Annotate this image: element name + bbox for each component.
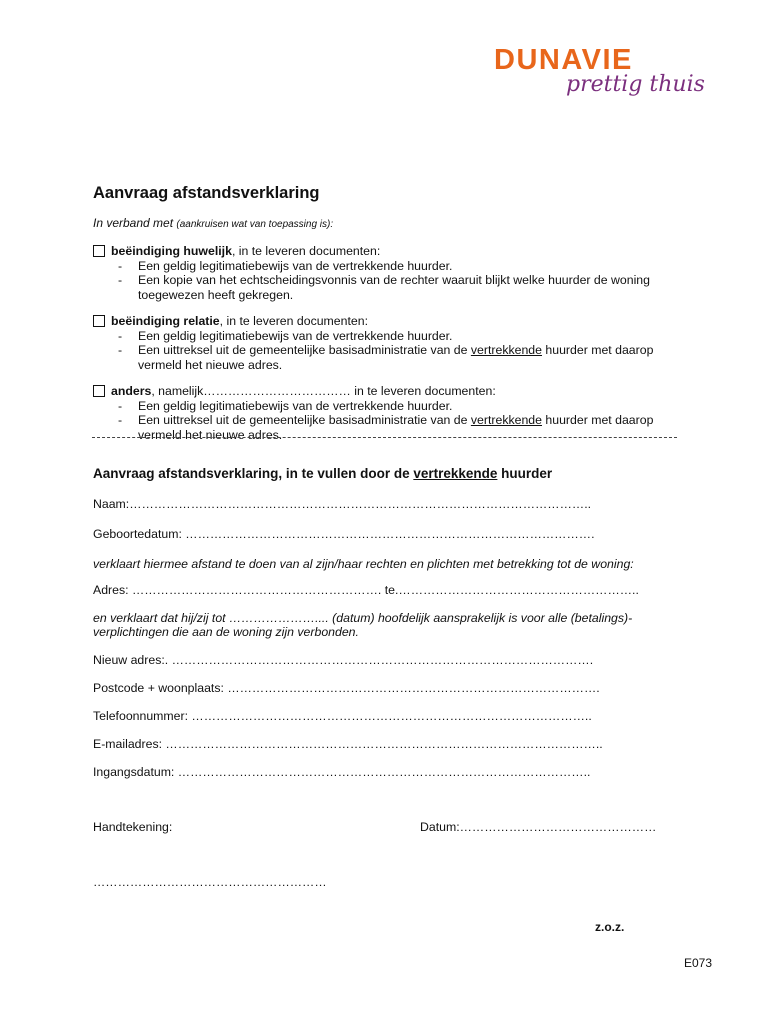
checkbox-anders[interactable] [93, 385, 105, 397]
form-code: E073 [684, 956, 713, 970]
nieuw-adres-field[interactable]: Nieuw adres:. …………………………………………………………………………………………. [93, 653, 594, 667]
verklaart-datum-text[interactable]: en verklaart dat hij/zij tot ………………….... (datum) hoofdelijk aansprakelijk is voor alle (betalings)- [93, 611, 633, 625]
email-field[interactable]: E-mailadres: …………………………………………………………………………………………….. [93, 737, 603, 751]
postcode-field[interactable]: Postcode + woonplaats: ………………………………………………………………………………. [93, 681, 600, 695]
divider [92, 437, 677, 438]
ingangsdatum-field[interactable]: Ingangsdatum: ……………………………………………………………………………………….. [93, 765, 591, 779]
geboortedatum-field[interactable]: Geboortedatum: ………………………………………………………………………………………. [93, 527, 595, 541]
datum-field[interactable]: Datum:………………………………………… [420, 820, 657, 834]
page-title: Aanvraag afstandsverklaring [93, 184, 320, 202]
adres-field[interactable]: Adres: ……………………………………………………. te.………………………………………………….. [93, 583, 639, 597]
section-title: Aanvraag afstandsverklaring, in te vullen door de vertrekkende huurder [93, 466, 553, 481]
option-rest: , in te leveren documenten: [219, 314, 368, 328]
telefoon-field[interactable]: Telefoonnummer: …………………………………………………………………………………….. [93, 709, 592, 723]
list-item-text: Een geldig legitimatiebewijs van de vertrekkende huurder. [138, 328, 453, 343]
list-item: - Een uittreksel uit de gemeentelijke basisadministratie van de vertrekkende huurder met daarop vermeld het nieuwe adres. [118, 413, 654, 442]
list-item: - Een uittreksel uit de gemeentelijke basisadministratie van de vertrekkende huurder met daarop vermeld het nieuwe adres. [118, 343, 654, 372]
option-huwelijk [93, 244, 678, 302]
logo-wordmark: DUNAVIE [494, 44, 633, 76]
zoz-note: z.o.z. [595, 920, 625, 934]
intro-main: In verband met [93, 216, 174, 230]
option-title: beëindiging relatie [111, 314, 220, 328]
list-item-text: Een uittreksel uit de gemeentelijke basisadministratie van de vertrekkende huurder met daarop vermeld het nieuwe adres. [138, 343, 654, 372]
list-item: - Een geldig legitimatiebewijs van de vertrekkende huurder. [118, 328, 453, 343]
logo-tagline: prettig thuis [566, 72, 705, 97]
signature-line[interactable]: ………………………………………………… [93, 875, 327, 889]
list-item: - Een geldig legitimatiebewijs van de vertrekkende huurder. [118, 258, 453, 273]
list-item-text: Een kopie van het echtscheidingsvonnis van de rechter waaruit blijkt welke huurder de woning toegewezen heeft gekregen. [138, 273, 650, 302]
list-item: - Een kopie van het echtscheidingsvonnis van de rechter waaruit blijkt welke huurder de woning toegewezen heeft gekregen. [118, 273, 650, 302]
checkbox-relatie[interactable] [93, 315, 105, 327]
option-rest: , namelijk……………………………… in te leveren documenten: [151, 384, 496, 398]
intro-hint: (aankruisen wat van toepassing is): [176, 219, 334, 230]
intro-text [93, 216, 333, 230]
handtekening-label: Handtekening: [93, 820, 173, 834]
verklaart-text: verklaart hiermee afstand te doen van al zijn/haar rechten en plichten met betrekking tot de woning: [93, 557, 634, 571]
list-item-text: Een geldig legitimatiebewijs van de vertrekkende huurder. [138, 258, 453, 273]
list-item-text: Een geldig legitimatiebewijs van de vertrekkende huurder. [138, 398, 453, 413]
option-title: anders [111, 384, 152, 398]
checkbox-huwelijk[interactable] [93, 245, 105, 257]
list-item-text: Een uittreksel uit de gemeentelijke basisadministratie van de vertrekkende huurder met daarop vermeld het nieuwe adres. [138, 413, 654, 442]
list-item: - Een geldig legitimatiebewijs van de vertrekkende huurder. [118, 398, 453, 413]
option-title: beëindiging huwelijk [111, 244, 232, 258]
option-relatie [93, 314, 678, 372]
naam-field[interactable]: Naam:………………………………………………………………………………………………….. [93, 497, 592, 511]
verklaart-text-2: verplichtingen die aan de woning zijn verbonden. [93, 625, 359, 639]
option-rest: , in te leveren documenten: [231, 244, 381, 258]
option-anders [93, 384, 678, 442]
